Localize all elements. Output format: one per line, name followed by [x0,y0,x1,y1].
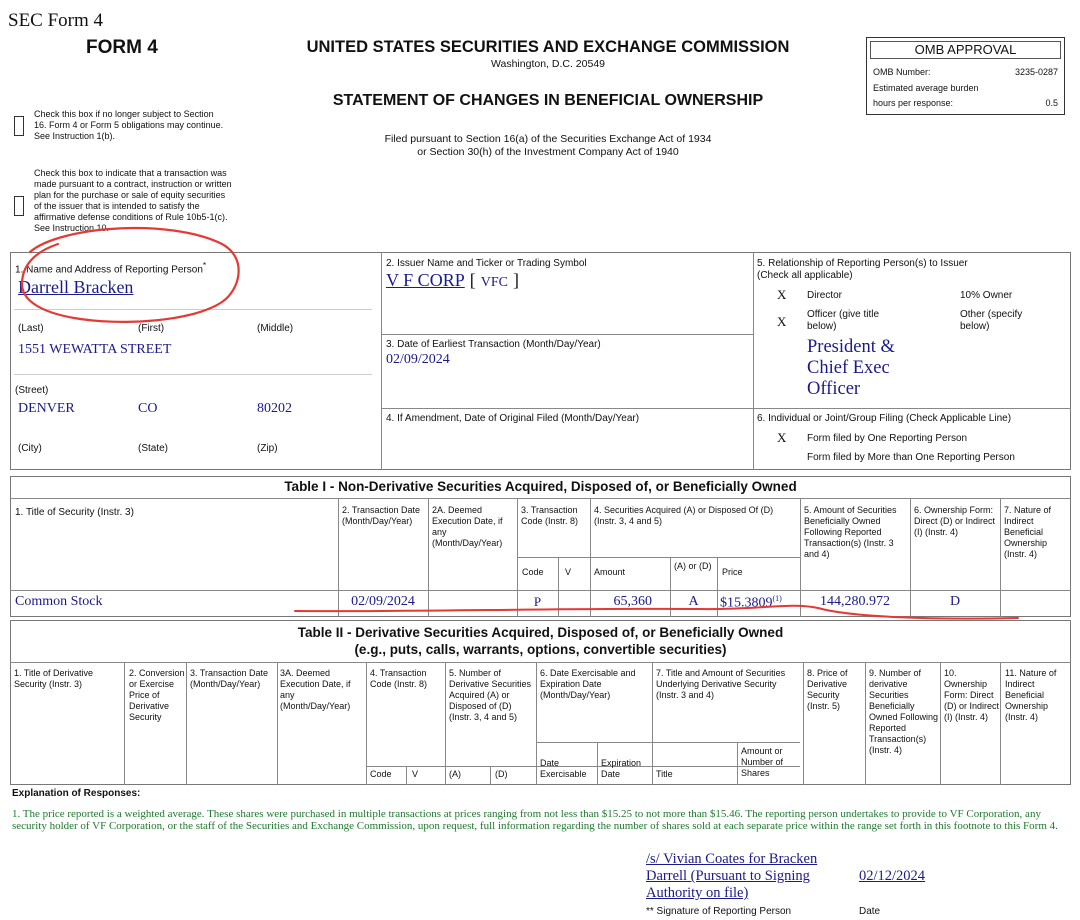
earliest-date-label: 3. Date of Earliest Transaction (Month/Day/Year) [386,339,601,350]
relationship-label: 5. Relationship of Reporting Person(s) to Issuer (Check all applicable) [757,258,968,281]
signature-date: 02/12/2024 [859,868,926,884]
form-title: FORM 4 [86,37,158,58]
filed-pursuant: Filed pursuant to Section 16(a) of the Securities Exchange Act of 1934 or Section 30(h) of the Investment Company Act of 1940 [384,133,712,158]
t1-h1: 1. Title of Security (Instr. 3) [15,507,134,518]
signature-label: ** Signature of Reporting Person [646,906,792,917]
t2-h3: 3. Transaction Date (Month/Day/Year) [190,668,269,689]
t2-sub-expiration: Expiration Date [601,758,642,779]
one-person-label: Form filed by One Reporting Person [807,433,968,444]
t2-h6: 6. Date Exercisable and Expiration Date (Month/Day/Year) [540,668,636,700]
t1-sub-aord: (A) or (D) [674,561,712,571]
t2-h1: 1. Title of Derivative Security (Instr. 3) [14,668,94,689]
agency-title: UNITED STATES SECURITIES AND EXCHANGE COMMISSION [306,38,790,56]
filing-label: 6. Individual or Joint/Group Filing (Check Applicable Line) [757,413,1012,424]
t2-h3a: 3A. Deemed Execution Date, if any (Month/Day/Year) [280,668,351,711]
table1-title: Table I - Non-Derivative Securities Acquired, Disposed of, or Beneficially Owned [284,479,797,494]
t1-row-title: Common Stock [15,594,103,609]
row-underline-annotation [295,606,1018,619]
t1-h2: 2. Transaction Date (Month/Day/Year) [342,505,421,526]
t2-sub-v: V [412,769,419,779]
t2-h2: 2. Conversion or Exercise Price of Derivative Security [129,668,185,722]
omb-hours-value: 0.5 [1045,98,1058,108]
t1-h6: 6. Ownership Form: Direct (D) or Indirect (I) (Instr. 4) [914,505,996,537]
omb-hours-label: hours per response: [873,98,954,108]
t2-sub-amount: Amount or Number of Shares [741,746,784,778]
last-label: (Last) [18,323,44,334]
table2-title: Table II - Derivative Securities Acquired, Disposed of, or Beneficially Owned (e.g., puts, calls, warrants, options, convertible securities) [297,625,784,657]
name-circle-annotation [22,228,239,322]
street-label: (Street) [15,385,49,396]
t2-sub-d: (D) [495,769,508,779]
omb-number-label: OMB Number: [873,67,931,77]
statement-title: STATEMENT OF CHANGES IN BENEFICIAL OWNERSHIP [332,92,764,109]
t1-row-price: $15.3809$^{(1)}$ [720,594,782,611]
t1-row-amount: 65,360 [613,594,652,609]
t1-row-code: P [533,594,542,609]
t1-h7: 7. Nature of Indirect Beneficial Ownership (Instr. 4) [1004,505,1052,559]
t1-row-form: D [949,594,961,609]
explanation-label: Explanation of Responses: [12,788,141,799]
t2-h9: 9. Number of derivative Securities Beneficially Owned Following Reported Transaction(s) (Instr. 4) [869,668,939,755]
city-value: DENVER [18,401,75,416]
reporting-person-name-link[interactable]: Darrell Bracken [18,277,134,297]
t2-sub-code: Code [370,769,392,779]
agency-location: Washington, D.C. 20549 [490,58,605,70]
t1-sub-price: Price [722,567,743,577]
t2-h10: 10. Ownership Form: Direct (D) or Indirect (I) (Instr. 4) [944,668,1000,722]
t2-h5: 5. Number of Derivative Securities Acquired (A) or Disposed of (D) (Instr. 3, 4 and 5) [449,668,532,722]
earliest-date-value: 02/09/2024 [386,352,450,367]
reporting-person-label: 1. Name and Address of Reporting Person* [15,260,207,276]
date-label: Date [859,906,881,917]
director-label: Director [807,290,843,301]
street-address: 1551 WEWATTA STREET [18,342,172,357]
t2-sub-exercisable: Date Exercisable [540,758,587,779]
issuer-name-link[interactable]: V F CORP [386,270,465,290]
state-value: CO [138,401,158,416]
t2-h11: 11. Nature of Indirect Beneficial Ownership (Instr. 4) [1005,668,1057,722]
issuer-label: 2. Issuer Name and Ticker or Trading Symbol [386,258,587,269]
t1-h2a: 2A. Deemed Execution Date, if any (Month/Day/Year) [432,505,503,548]
t1-h5: 5. Amount of Securities Beneficially Owned Following Reported Transaction(s) (Instr. 3 and 4) [804,505,897,559]
zip-value: 80202 [257,401,292,416]
t1-row-date: 02/09/2024 [351,594,415,609]
amendment-label: 4. If Amendment, Date of Original Filed (Month/Day/Year) [386,413,640,424]
sec-form-label: SEC Form 4 [8,10,104,31]
zip-label: (Zip) [257,443,278,454]
ticker-symbol: VFC [480,275,508,290]
t1-row-aord: A [688,594,699,609]
t1-row-owned: 144,280.972 [820,594,890,609]
other-label: Other (specify below) [960,309,1023,332]
t1-sub-amount: Amount [594,567,626,577]
city-label: (City) [18,443,42,454]
t2-h8: 8. Price of Derivative Security (Instr. 5) [807,668,848,711]
t2-sub-a: (A) [449,769,461,779]
state-label: (State) [138,443,169,454]
footnote-1: 1. The price reported is a weighted average. These shares were purchased in multiple transactions at prices ranging from not less than $15.25 to not more than $15.46. The reporting person undertakes to provide to VF Corporation, any security holder of VF Corporation, or the staff of the Securities and Exchange Commission, upon request, full information regarding the number of shares sold at each separate price within the range set forth in this footnote to this Form 4. [12,808,1058,832]
signature-link[interactable]: /s/ Vivian Coates for Bracken Darrell (Pursuant to Signing Authority on file) [646,851,818,901]
middle-label: (Middle) [257,323,294,334]
omb-number-value: 3235-0287 [1014,67,1058,77]
one-person-mark: X [777,430,787,445]
t2-h7: 7. Title and Amount of Securities Underlying Derivative Security (Instr. 3 and 4) [656,668,786,700]
t1-sub-code: Code [522,567,544,577]
t2-h4: 4. Transaction Code (Instr. 8) [370,668,428,689]
t1-h4: 4. Securities Acquired (A) or Disposed Of (D) (Instr. 3, 4 and 5) [594,505,774,526]
section16-check-text: Check this box if no longer subject to Section 16. Form 4 or Form 5 obligations may continue. See Instruction 1(b). [34,109,224,141]
officer-label: Officer (give title below) [807,309,880,332]
multi-person-label: Form filed by More than One Reporting Person [807,452,1015,463]
rule10b5-check-text: Check this box to indicate that a transaction was made pursuant to a contract, instruction or written plan for the purchase or sale of equity securities of the issuer that is intended to satisfy the affirmative defense conditions of Rule 10b5-1(c). See Instruction 10. [34,168,232,233]
t1-h3: 3. Transaction Code (Instr. 8) [521,505,579,526]
ten-percent-owner-label: 10% Owner [960,290,1013,301]
issuer-name-ticker: V F CORP [ VFC ] [386,270,519,290]
officer-title: President & Chief Exec Officer [807,337,895,399]
t1-footnote-link[interactable]: (1) [772,594,782,603]
t1-sub-v: V [565,567,572,577]
first-label: (First) [138,323,165,334]
director-mark: X [777,287,787,302]
officer-mark: X [777,314,787,329]
omb-title: OMB APPROVAL [870,41,1061,59]
omb-burden-label: Estimated average burden [873,83,979,93]
t2-sub-title: Title [656,769,673,779]
